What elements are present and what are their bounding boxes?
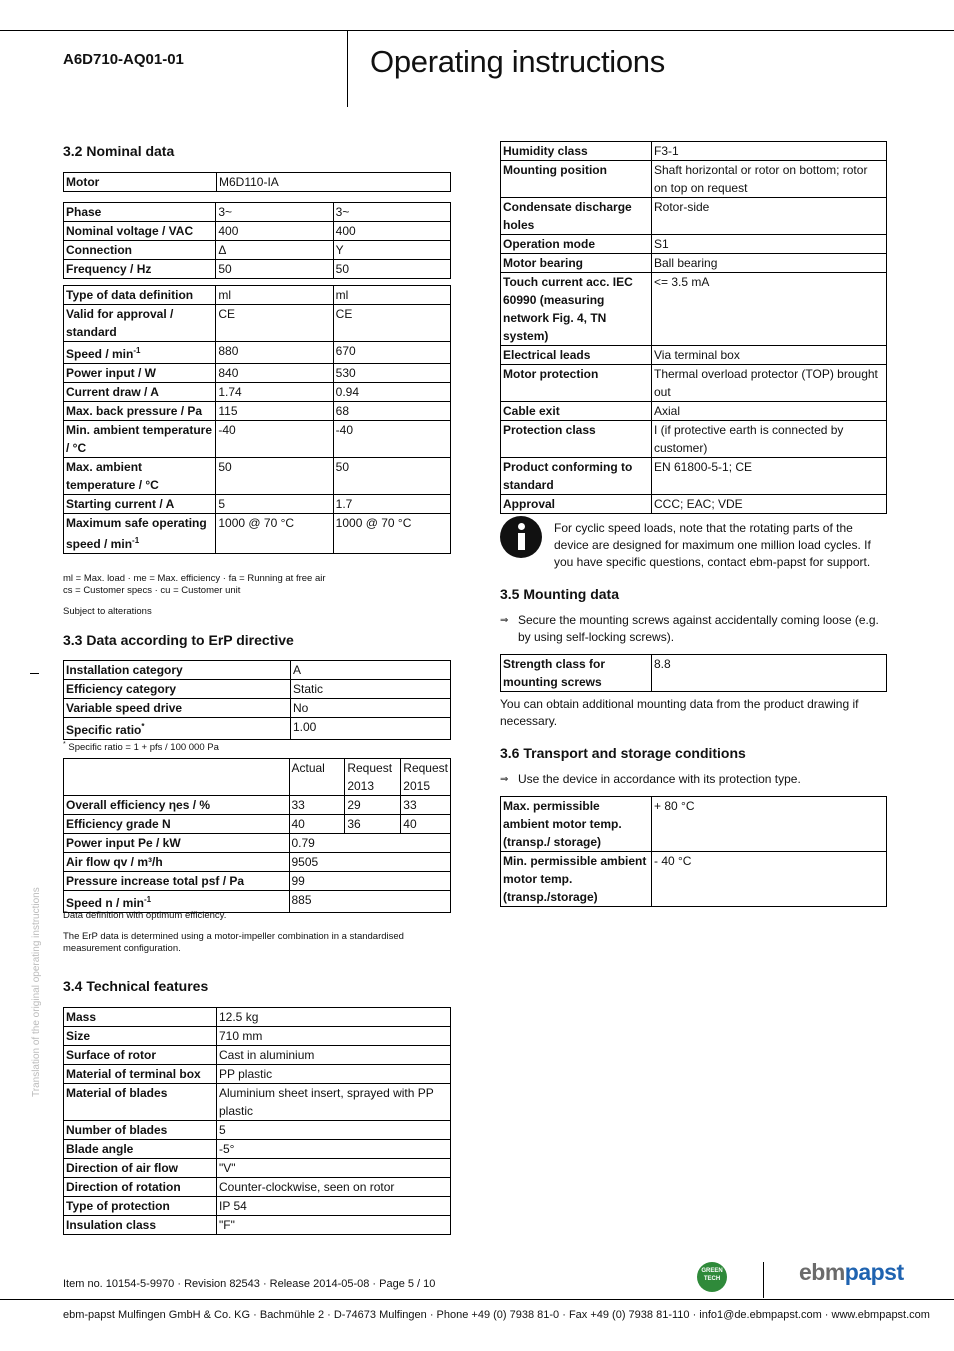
row-label: Power input / W <box>64 364 216 383</box>
row-value: 0.94 <box>333 383 450 402</box>
row-value: 710 mm <box>217 1027 451 1046</box>
document-title: Operating instructions <box>370 44 665 79</box>
footer-rule <box>0 1299 954 1300</box>
row-label: Direction of air flow <box>64 1159 217 1178</box>
row-label: Surface of rotor <box>64 1046 217 1065</box>
row-label: Touch current acc. IEC 60990 (measuring network Fig. 4, TN system) <box>501 273 652 346</box>
table-row <box>64 421 451 458</box>
electrical-table <box>63 202 451 279</box>
ebmpapst-logo <box>799 1259 904 1286</box>
fold-mark <box>30 673 39 674</box>
table-row <box>64 759 451 796</box>
table-row <box>64 241 451 260</box>
mounting-table <box>500 654 887 692</box>
row-value: 68 <box>333 402 450 421</box>
erp-category-table <box>63 660 451 740</box>
row-value: ml <box>216 286 333 305</box>
row-value: <= 3.5 mA <box>652 273 887 346</box>
row-label: Maximum safe operating speed / $\min^{-1}$ <box>64 514 216 554</box>
row-label: Nominal voltage / VAC <box>64 222 216 241</box>
row-label: Material of terminal box <box>64 1065 217 1084</box>
table-row <box>501 852 887 907</box>
motor-table <box>63 172 451 192</box>
row-value: -5° <box>217 1140 451 1159</box>
row-value: 840 <box>216 364 333 383</box>
column-header: Request 2013 <box>345 759 401 796</box>
row-label: Max. back pressure / Pa <box>64 402 216 421</box>
table-row <box>501 797 887 852</box>
row-value: "V" <box>217 1159 451 1178</box>
row-value: Axial <box>652 402 887 421</box>
row-label: Connection <box>64 241 216 260</box>
motor-value: M6D110-IA <box>217 173 451 192</box>
logo-part-a: ebm <box>799 1259 845 1285</box>
table-row <box>64 872 451 891</box>
footer-address: ebm-papst Mulfingen GmbH & Co. KG · Bachmühle 2 · D-74673 Mulfingen · Phone +49 (0) 7938 81-0 · Fax +49 (0) 7938 81-110 · info1@de.ebmpapst.com · www.ebmpapst.com <box>63 1309 930 1321</box>
ratio-note-text: Specific ratio = 1 + pfs / 100 000 Pa <box>68 742 219 754</box>
row-label: Blade angle <box>64 1140 217 1159</box>
row-value: 50 <box>333 260 450 279</box>
heading-mounting: 3.5 Mounting data <box>500 586 619 602</box>
row-value: 8.8 <box>652 655 887 692</box>
table-row <box>64 1159 451 1178</box>
table-row <box>64 1027 451 1046</box>
table-row <box>64 305 451 342</box>
row-label: Strength class for mounting screws <box>501 655 652 692</box>
table-row <box>64 364 451 383</box>
row-value: 40 <box>401 815 451 834</box>
table-row <box>64 661 451 680</box>
ratio-note: * Specific ratio = 1 + pfs / 100 000 Pa <box>63 741 219 754</box>
row-value: A <box>291 661 451 680</box>
heading-technical: 3.4 Technical features <box>63 978 209 994</box>
table-row <box>64 1197 451 1216</box>
row-value: Thermal overload protector (TOP) brought out <box>652 365 887 402</box>
table-row <box>64 1065 451 1084</box>
row-value: - 40 °C <box>652 852 887 907</box>
table-row <box>64 495 451 514</box>
row-label: Starting current / A <box>64 495 216 514</box>
row-value: ml <box>333 286 450 305</box>
superscript: -1 <box>144 895 152 904</box>
table-row <box>501 402 887 421</box>
table-row <box>64 1140 451 1159</box>
table-row <box>64 286 451 305</box>
table-row <box>64 1178 451 1197</box>
row-value: 1000 @ 70 °C <box>216 514 333 554</box>
legend-line-1: ml = Max. load · me = Max. efficiency · fa = Running at free air <box>63 573 326 584</box>
row-value: 29 <box>345 796 401 815</box>
row-value: CCC; EAC; VDE <box>652 495 887 514</box>
row-value: Cast in aluminium <box>217 1046 451 1065</box>
table-row <box>501 254 887 273</box>
info-text: For cyclic speed loads, note that the rotating parts of the device are designed for maximum one million load cycles. If you have specific questions, contact ebm-papst for support. <box>554 521 871 569</box>
table-row <box>64 680 451 699</box>
row-label: Variable speed drive <box>64 699 291 718</box>
row-value: 885 <box>289 891 451 913</box>
table-row <box>64 834 451 853</box>
heading-nominal-data: 3.2 Nominal data <box>63 143 175 159</box>
row-value: S1 <box>652 235 887 254</box>
row-value: 400 <box>216 222 333 241</box>
row-value: 5 <box>216 495 333 514</box>
row-value: 880 <box>216 342 333 364</box>
table-row <box>64 1084 451 1121</box>
header-divider <box>347 30 348 107</box>
table-row <box>64 1046 451 1065</box>
mounting-bullet-text: Secure the mounting screws against accidentally coming loose (e.g. by using self-locking screws). <box>518 613 879 644</box>
row-label: Efficiency category <box>64 680 291 699</box>
row-value: 33 <box>401 796 451 815</box>
column-header: Request 2015 <box>401 759 451 796</box>
green-tech-badge <box>697 1262 727 1292</box>
technical-table <box>63 1007 451 1235</box>
row-label: Product conforming to standard <box>501 458 652 495</box>
row-label: Type of protection <box>64 1197 217 1216</box>
table-row <box>501 235 887 254</box>
heading-erp: 3.3 Data according to ErP directive <box>63 632 294 648</box>
table-row <box>64 222 451 241</box>
row-value: 50 <box>216 260 333 279</box>
row-value: Δ <box>216 241 333 260</box>
table-row <box>501 273 887 346</box>
row-label: Condensate discharge holes <box>501 198 652 235</box>
row-value: 36 <box>345 815 401 834</box>
arrow-icon: ⇒ <box>500 774 509 785</box>
row-label: Humidity class <box>501 142 652 161</box>
row-label: Pressure increase total psf / Pa <box>64 872 290 891</box>
row-value: Rotor-side <box>652 198 887 235</box>
legend-line-2: cs = Customer specs · cu = Customer unit <box>63 585 241 596</box>
row-value: PP plastic <box>217 1065 451 1084</box>
row-label: Installation category <box>64 661 291 680</box>
row-value: 670 <box>333 342 450 364</box>
row-label: Max. permissible ambient motor temp. (transp./ storage) <box>501 797 652 852</box>
row-label: Protection class <box>501 421 652 458</box>
row-value: No <box>291 699 451 718</box>
row-label: Mounting position <box>501 161 652 198</box>
footer-item-info: Item no. 10154-5-9970 · Revision 82543 · Release 2014-05-08 · Page 5 / 10 <box>63 1278 436 1290</box>
table-row <box>64 1008 451 1027</box>
row-value: F3-1 <box>652 142 887 161</box>
row-label: Max. ambient temperature / °C <box>64 458 216 495</box>
row-label: Min. ambient temperature / °C <box>64 421 216 458</box>
row-value: Aluminium sheet insert, sprayed with PP plastic <box>217 1084 451 1121</box>
row-value: Via terminal box <box>652 346 887 365</box>
row-value: 40 <box>289 815 345 834</box>
table-row <box>501 421 887 458</box>
table-row <box>64 260 451 279</box>
row-label: Speed / $\min^{-1}$ <box>64 342 216 364</box>
row-value: 9505 <box>289 853 451 872</box>
table-row <box>64 383 451 402</box>
table-row <box>501 495 887 514</box>
table-row <box>64 1121 451 1140</box>
motor-label: Motor <box>64 173 217 192</box>
row-value: 50 <box>333 458 450 495</box>
row-label: Number of blades <box>64 1121 217 1140</box>
row-label: Air flow qv / m³/h <box>64 853 290 872</box>
table-row <box>64 458 451 495</box>
row-label: Specific ratio* <box>64 718 291 740</box>
table-row <box>501 142 887 161</box>
row-value: Counter-clockwise, seen on rotor <box>217 1178 451 1197</box>
table-row <box>64 342 451 364</box>
row-value: 33 <box>289 796 345 815</box>
row-label: Size <box>64 1027 217 1046</box>
row-value: "F" <box>217 1216 451 1235</box>
asterisk: * <box>141 722 145 731</box>
column-header <box>64 759 290 796</box>
logo-divider <box>763 1262 764 1298</box>
row-value: 0.79 <box>289 834 451 853</box>
erp-efficiency-table <box>63 758 451 913</box>
row-label: Power input Pe / kW <box>64 834 290 853</box>
row-value: CE <box>333 305 450 342</box>
row-value: 530 <box>333 364 450 383</box>
heading-transport: 3.6 Transport and storage conditions <box>500 745 746 761</box>
row-label: Insulation class <box>64 1216 217 1235</box>
erp-note-1: Data definition with optimum efficiency. <box>63 910 227 921</box>
row-value: 3~ <box>333 203 450 222</box>
row-value: I (if protective earth is connected by customer) <box>652 421 887 458</box>
row-value: EN 61800-5-1; CE <box>652 458 887 495</box>
row-value: 50 <box>216 458 333 495</box>
row-value: -40 <box>216 421 333 458</box>
arrow-icon: ⇒ <box>500 615 509 626</box>
transport-bullet-text: Use the device in accordance with its protection type. <box>518 772 801 786</box>
row-label: Min. permissible ambient motor temp. (transp./storage) <box>501 852 652 907</box>
info-icon <box>500 516 542 558</box>
row-value: 1000 @ 70 °C <box>333 514 450 554</box>
row-label: Material of blades <box>64 1084 217 1121</box>
row-value: 1.7 <box>333 495 450 514</box>
row-value: 115 <box>216 402 333 421</box>
superscript: -1 <box>132 536 140 545</box>
row-value: Y <box>333 241 450 260</box>
row-label: Phase <box>64 203 216 222</box>
row-label: Motor bearing <box>501 254 652 273</box>
row-value: CE <box>216 305 333 342</box>
table-row <box>501 161 887 198</box>
row-label: Operation mode <box>501 235 652 254</box>
row-label: Mass <box>64 1008 217 1027</box>
row-value: 1.74 <box>216 383 333 402</box>
row-label: Electrical leads <box>501 346 652 365</box>
logo-part-b: papst <box>844 1259 904 1285</box>
table-row <box>64 718 451 740</box>
table-row <box>64 699 451 718</box>
row-value: 1.00 <box>291 718 451 740</box>
row-value: -40 <box>333 421 450 458</box>
features-table <box>500 141 887 514</box>
row-label: Type of data definition <box>64 286 216 305</box>
green-tech-label: GREEN TECH <box>701 1268 723 1282</box>
row-label: Frequency / Hz <box>64 260 216 279</box>
row-label: Efficiency grade N <box>64 815 290 834</box>
performance-table <box>63 285 451 554</box>
table-row <box>64 514 451 554</box>
row-label: Direction of rotation <box>64 1178 217 1197</box>
row-value: 3~ <box>216 203 333 222</box>
row-value: 99 <box>289 872 451 891</box>
row-value: 5 <box>217 1121 451 1140</box>
row-value: Shaft horizontal or rotor on bottom; rotor on top on request <box>652 161 887 198</box>
row-value: + 80 °C <box>652 797 887 852</box>
table-row <box>64 402 451 421</box>
model-number: A6D710-AQ01-01 <box>63 51 184 68</box>
table-row <box>64 815 451 834</box>
row-label: Current draw / A <box>64 383 216 402</box>
row-value: Ball bearing <box>652 254 887 273</box>
table-row <box>64 853 451 872</box>
row-label: Motor protection <box>501 365 652 402</box>
row-value: IP 54 <box>217 1197 451 1216</box>
row-label: Overall efficiency ηes / % <box>64 796 290 815</box>
subject-note: Subject to alterations <box>63 606 152 617</box>
erp-note-2: The ErP data is determined using a motor-impeller combination in a standardised measurement configuration. <box>63 931 404 954</box>
superscript: -1 <box>133 346 141 355</box>
row-label: Valid for approval / standard <box>64 305 216 342</box>
transport-table <box>500 796 887 907</box>
table-row <box>64 203 451 222</box>
table-row <box>501 346 887 365</box>
mounting-note: You can obtain additional mounting data from the product drawing if necessary. <box>500 697 859 728</box>
column-header: Actual <box>289 759 345 796</box>
row-value: Static <box>291 680 451 699</box>
row-label: Approval <box>501 495 652 514</box>
row-value: 12.5 kg <box>217 1008 451 1027</box>
side-note: Translation of the original operating instructions <box>31 887 42 1097</box>
table-row <box>501 458 887 495</box>
row-value: 400 <box>333 222 450 241</box>
table-row <box>501 365 887 402</box>
table-row <box>64 796 451 815</box>
row-label: Speed n / $\min^{-1}$ <box>64 891 290 913</box>
table-row <box>501 655 887 692</box>
table-row <box>501 198 887 235</box>
header-rule <box>0 30 954 31</box>
table-row <box>64 1216 451 1235</box>
row-label: Cable exit <box>501 402 652 421</box>
